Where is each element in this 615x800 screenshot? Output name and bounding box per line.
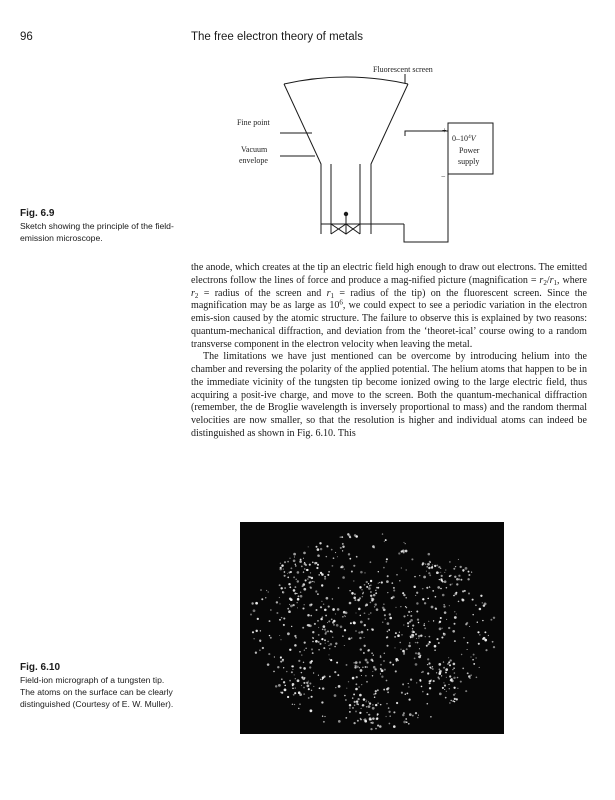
envelope-left-wall [284,84,321,234]
figure-6-9-caption-text: Sketch showing the principle of the field-emission microscope. [20,221,174,243]
label-voltage [452,134,477,143]
fine-point-tip [344,212,348,216]
label-plus: + [442,126,447,135]
figure-6-9-caption [20,207,180,244]
label-power: Power [459,146,480,155]
paragraph-2: The limitations we have just mentioned can be overcome by introducing helium into the chamber and reversing the polarity of the applied potential. The helium atoms that happen to be in the immediate vicinity of the tungsten tip become ionized owing to the large electric field, thus acquiring a posit-ive charge, and move to the screen. Both the quantum-mechanical diffraction (remember, the de Broglie wavelength is inversely proportional to mass) and the random thermal velocities are now smaller, so that the resolution is higher and individual atoms can indeed be distinguished as shown in Fig. 6.10. This [191,351,587,439]
voltage-unit: V [470,134,476,143]
running-head: The free electron theory of metals [191,31,363,43]
figure-6-10-caption-label: Fig. 6.10 [20,662,61,673]
label-supply: supply [458,157,480,166]
envelope-right-wall [371,84,408,234]
voltage-prefix: 0–10 [452,134,468,143]
figure-6-10-caption-text: Field-ion micrograph of a tungsten tip. The atoms on the surface can be clearly distinguished (Courtesy of E. W. Muller). [20,675,174,709]
body-text [191,262,587,441]
micrograph-image [240,522,504,734]
paragraph-1: the anode, which creates at the tip an electric field high enough to draw out electrons. The emitted electrons follow the lines of force and produce a mag-nified picture (magnification = $r_2/r_1$, where $r_2$ = radius of the screen and $r_1$ = radius of the tip) on the fluorescent screen. Since the magnification may be as large as $10^6$, we could expect to see a periodic variation in the electron emis-sion caused by the atomic structure. The failure to observe this is explained by two reasons: quantum-mechanical diffraction, and deviation from the ‘theoret-ical’ course owing to a random transverse component in the electron velocity when leaving the metal. [191,262,587,350]
micrograph-atom-spots [250,533,495,730]
label-minus: − [441,172,446,181]
voltage-exponent: 4 [468,134,471,140]
figure-6-9-caption-label: Fig. 6.9 [20,208,55,219]
page-number: 96 [20,31,33,43]
label-fine-point: Fine point [237,118,270,127]
figure-6-10-caption [20,661,180,710]
figure-6-10-micrograph [240,522,504,734]
figure-6-9-diagram [215,58,515,258]
label-fluorescent-screen: Fluorescent screen [373,65,433,74]
fluorescent-screen-arc [284,77,408,84]
label-envelope: envelope [239,156,268,165]
label-vacuum: Vacuum [241,145,268,154]
